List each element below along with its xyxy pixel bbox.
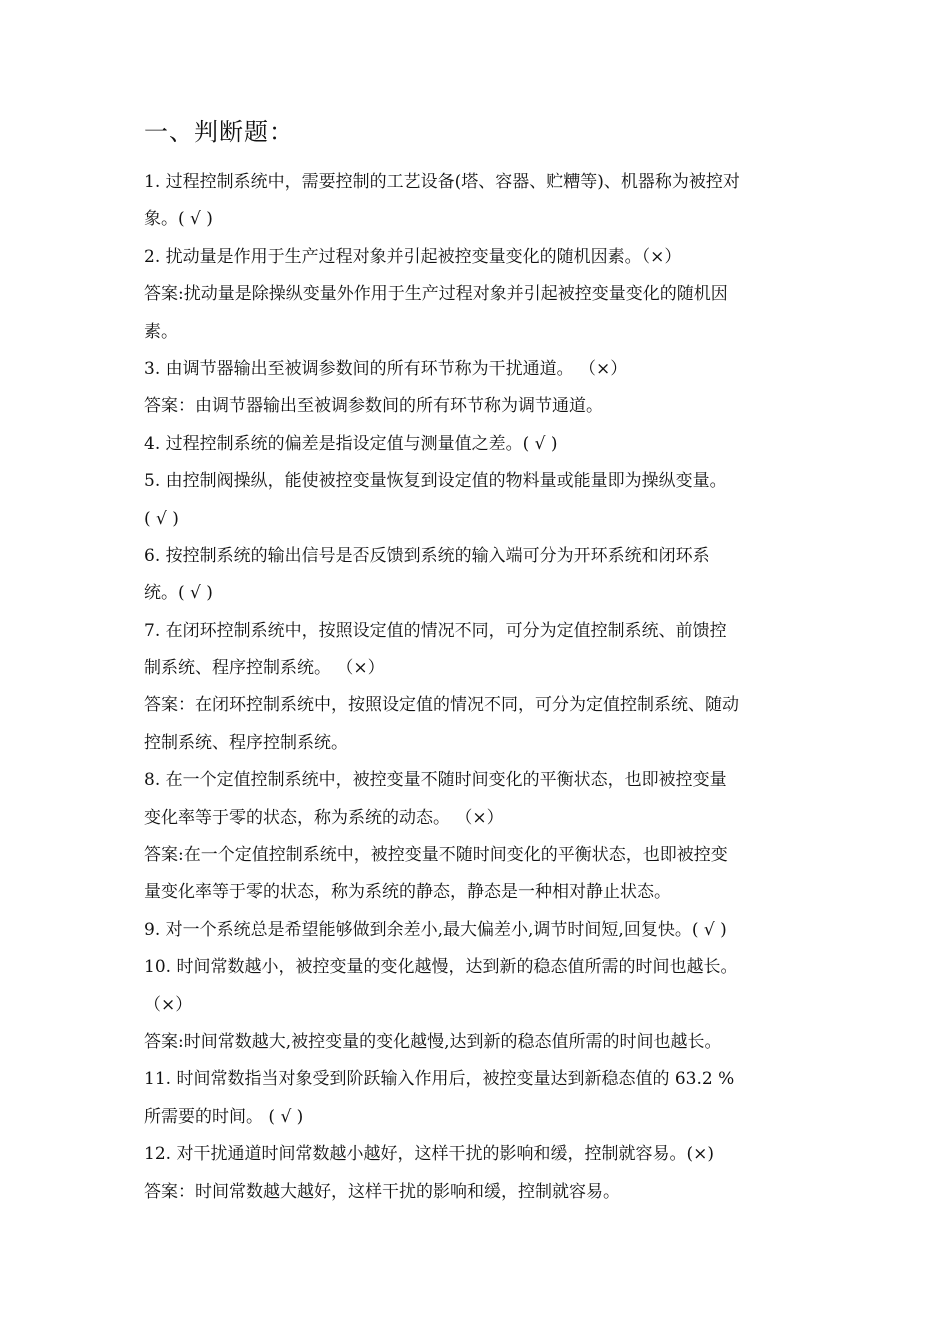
answer-line: 答案：在闭环控制系统中，按照设定值的情况不同，可分为定值控制系统、随动: [144, 695, 739, 716]
text-line: 4. 过程控制系统的偏差是指设定值与测量值之差。( √ ): [144, 433, 558, 454]
text-line: 9. 对一个系统总是希望能够做到余差小,最大偏差小,调节时间短,回复快。( √ ): [144, 919, 727, 940]
text-line: 10. 时间常数越小，被控变量的变化越慢，达到新的稳态值所需的时间也越长。: [144, 957, 738, 978]
answer-line: 答案:扰动量是除操纵变量外作用于生产过程对象并引起被控变量变化的随机因: [144, 284, 728, 305]
text-line: 12. 对干扰通道时间常数越小越好，这样干扰的影响和缓，控制就容易。(×): [144, 1144, 714, 1165]
text-line: 5. 由控制阀操纵，能使被控变量恢复到设定值的物料量或能量即为操纵变量。: [144, 471, 727, 492]
text-line: 8. 在一个定值控制系统中，被控变量不随时间变化的平衡状态，也即被控变量: [144, 770, 727, 791]
section-heading: 一、判断题：: [144, 118, 294, 146]
text-line: 统。( √ ): [144, 583, 213, 604]
answer-line: 控制系统、程序控制系统。: [144, 732, 348, 753]
answer-line: 素。: [144, 321, 178, 342]
document-page: [144, 112, 812, 1211]
text-line: 6. 按控制系统的输出信号是否反馈到系统的输入端可分为开环系统和闭环系: [144, 545, 710, 566]
answer-line: 答案:时间常数越大,被控变量的变化越慢,达到新的稳态值所需的时间也越长。: [144, 1031, 722, 1052]
text-line: 7. 在闭环控制系统中，按照设定值的情况不同，可分为定值控制系统、前馈控: [144, 620, 727, 641]
text-line: （×）: [144, 994, 193, 1015]
answer-line: 答案：由调节器输出至被调参数间的所有环节称为调节通道。: [144, 396, 603, 417]
answer-line: 答案：时间常数越大越好，这样干扰的影响和缓，控制就容易。: [144, 1181, 620, 1202]
text-line: ( √ ): [144, 508, 179, 529]
text-line: 制系统、程序控制系统。 （×）: [144, 658, 385, 679]
text-line: 3. 由调节器输出至被调参数间的所有环节称为干扰通道。 （×）: [144, 358, 628, 379]
text-line: 1. 过程控制系统中，需要控制的工艺设备(塔、容器、贮糟等)、机器称为被控对: [144, 172, 740, 192]
text-line: 11. 时间常数指当对象受到阶跃输入作用后，被控变量达到新稳态值的 63.2 %: [144, 1069, 735, 1090]
text-line: 所需要的时间。 ( √ ): [144, 1106, 304, 1127]
answer-line: 量变化率等于零的状态，称为系统的静态，静态是一种相对静止状态。: [144, 882, 671, 903]
question-list: [144, 164, 812, 1211]
text-line: 象。( √ ): [144, 209, 213, 230]
text-line: 2. 扰动量是作用于生产过程对象并引起被控变量变化的随机因素。（×）: [144, 246, 682, 267]
answer-line: 答案:在一个定值控制系统中，被控变量不随时间变化的平衡状态，也即被控变: [144, 845, 728, 866]
text-line: 变化率等于零的状态，称为系统的动态。 （×）: [144, 807, 504, 828]
